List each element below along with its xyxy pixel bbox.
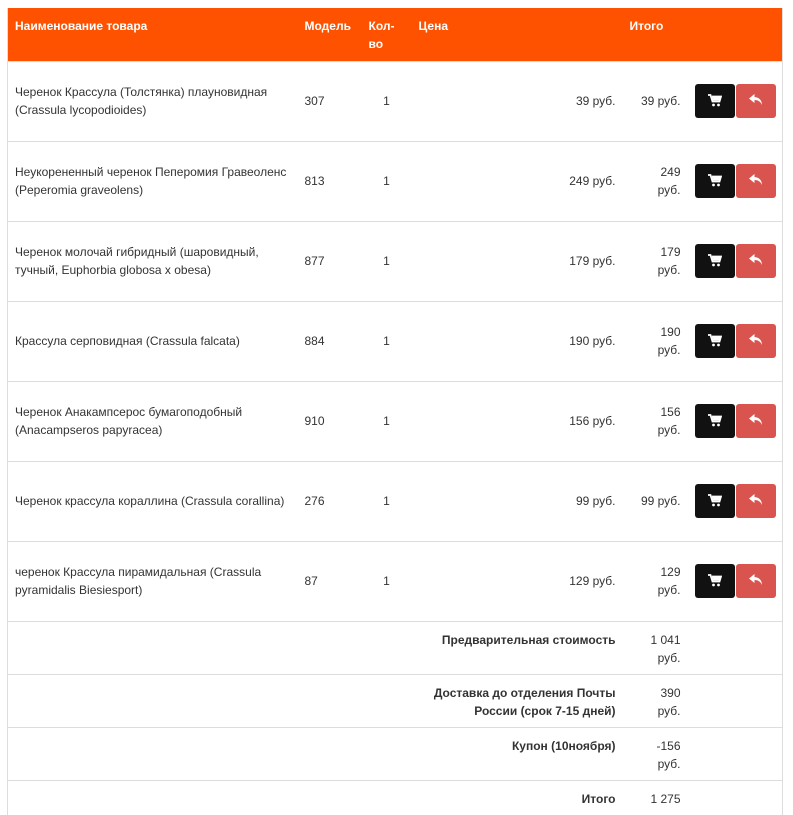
product-price: 99 руб. bbox=[412, 461, 623, 541]
add-to-cart-button[interactable] bbox=[695, 564, 735, 598]
shopping-cart-icon bbox=[708, 494, 722, 507]
product-total: 249 руб. bbox=[623, 141, 688, 221]
summary-value: 390 руб. bbox=[623, 674, 688, 727]
table-row bbox=[8, 221, 783, 301]
return-button[interactable] bbox=[736, 84, 776, 118]
summary-spacer bbox=[688, 621, 783, 674]
summary-spacer bbox=[688, 674, 783, 727]
reply-arrow-icon bbox=[749, 334, 763, 347]
summary-spacer bbox=[688, 780, 783, 815]
product-model: 307 bbox=[298, 61, 362, 141]
return-button[interactable] bbox=[736, 404, 776, 438]
table-header-row bbox=[8, 8, 783, 61]
add-to-cart-button[interactable] bbox=[695, 324, 735, 358]
table-row bbox=[8, 61, 783, 141]
product-quantity: 1 bbox=[362, 61, 412, 141]
product-quantity: 1 bbox=[362, 541, 412, 621]
column-header-total: Итого bbox=[623, 8, 688, 61]
return-button[interactable] bbox=[736, 164, 776, 198]
product-total: 39 руб. bbox=[623, 61, 688, 141]
row-actions bbox=[688, 61, 783, 141]
product-quantity: 1 bbox=[362, 141, 412, 221]
summary-row bbox=[8, 727, 783, 780]
row-actions bbox=[688, 301, 783, 381]
product-quantity: 1 bbox=[362, 301, 412, 381]
product-quantity: 1 bbox=[362, 461, 412, 541]
column-header-name: Наименование товара bbox=[8, 8, 298, 61]
row-actions bbox=[688, 381, 783, 461]
shopping-cart-icon bbox=[708, 94, 722, 107]
product-model: 910 bbox=[298, 381, 362, 461]
summary-value: 1 041 руб. bbox=[623, 621, 688, 674]
add-to-cart-button[interactable] bbox=[695, 164, 735, 198]
product-model: 877 bbox=[298, 221, 362, 301]
add-to-cart-button[interactable] bbox=[695, 404, 735, 438]
product-total: 99 руб. bbox=[623, 461, 688, 541]
product-price: 249 руб. bbox=[412, 141, 623, 221]
shopping-cart-icon bbox=[708, 334, 722, 347]
shopping-cart-icon bbox=[708, 574, 722, 587]
reply-arrow-icon bbox=[749, 414, 763, 427]
return-button[interactable] bbox=[736, 484, 776, 518]
add-to-cart-button[interactable] bbox=[695, 84, 735, 118]
return-button[interactable] bbox=[736, 564, 776, 598]
add-to-cart-button[interactable] bbox=[695, 484, 735, 518]
return-button[interactable] bbox=[736, 244, 776, 278]
product-name: Неукорененный черенок Пеперомия Гравеоленс (Peperomia graveolens) bbox=[8, 141, 298, 221]
order-items-table bbox=[7, 8, 783, 815]
product-model: 276 bbox=[298, 461, 362, 541]
reply-arrow-icon bbox=[749, 254, 763, 267]
summary-value: 1 275 bbox=[623, 780, 688, 815]
column-header-model: Модель bbox=[298, 8, 362, 61]
column-header-price: Цена bbox=[412, 8, 623, 61]
product-quantity: 1 bbox=[362, 221, 412, 301]
product-total: 190 руб. bbox=[623, 301, 688, 381]
row-actions bbox=[688, 141, 783, 221]
product-price: 129 руб. bbox=[412, 541, 623, 621]
product-model: 884 bbox=[298, 301, 362, 381]
column-header-actions bbox=[688, 8, 783, 61]
product-price: 179 руб. bbox=[412, 221, 623, 301]
product-name: Черенок Крассула (Толстянка) плауновидная (Crassula lycopodioides) bbox=[8, 61, 298, 141]
summary-row bbox=[8, 780, 783, 815]
shopping-cart-icon bbox=[708, 254, 722, 267]
product-total: 179 руб. bbox=[623, 221, 688, 301]
reply-arrow-icon bbox=[749, 494, 763, 507]
product-model: 813 bbox=[298, 141, 362, 221]
table-row bbox=[8, 461, 783, 541]
product-name: Крассула серповидная (Crassula falcata) bbox=[8, 301, 298, 381]
reply-arrow-icon bbox=[749, 94, 763, 107]
row-actions bbox=[688, 541, 783, 621]
cart-table-wrapper bbox=[7, 8, 782, 815]
table-row bbox=[8, 541, 783, 621]
summary-label: Купон (10ноября) bbox=[8, 727, 623, 780]
reply-arrow-icon bbox=[749, 574, 763, 587]
summary-label: Доставка до отделения Почты России (срок 7-15 дней) bbox=[8, 674, 623, 727]
summary-row bbox=[8, 621, 783, 674]
product-name: черенок Крассула пирамидальная (Crassula pyramidalis Biesiesport) bbox=[8, 541, 298, 621]
product-name: Черенок молочай гибридный (шаровидный, тучный, Euphorbia globosa x obesa) bbox=[8, 221, 298, 301]
product-quantity: 1 bbox=[362, 381, 412, 461]
product-name: Черенок крассула кораллина (Crassula corallina) bbox=[8, 461, 298, 541]
summary-row bbox=[8, 674, 783, 727]
shopping-cart-icon bbox=[708, 174, 722, 187]
row-actions bbox=[688, 221, 783, 301]
summary-label: Предварительная стоимость bbox=[8, 621, 623, 674]
product-price: 190 руб. bbox=[412, 301, 623, 381]
product-model: 87 bbox=[298, 541, 362, 621]
summary-label: Итого bbox=[8, 780, 623, 815]
row-actions bbox=[688, 461, 783, 541]
product-total: 156 руб. bbox=[623, 381, 688, 461]
summary-spacer bbox=[688, 727, 783, 780]
return-button[interactable] bbox=[736, 324, 776, 358]
table-row bbox=[8, 381, 783, 461]
product-name: Черенок Анакампсерос бумагоподобный (Anacampseros papyracea) bbox=[8, 381, 298, 461]
column-header-quantity: Кол- во bbox=[362, 8, 412, 61]
product-total: 129 руб. bbox=[623, 541, 688, 621]
table-row bbox=[8, 301, 783, 381]
product-price: 156 руб. bbox=[412, 381, 623, 461]
summary-value: -156 руб. bbox=[623, 727, 688, 780]
product-price: 39 руб. bbox=[412, 61, 623, 141]
shopping-cart-icon bbox=[708, 414, 722, 427]
table-row bbox=[8, 141, 783, 221]
add-to-cart-button[interactable] bbox=[695, 244, 735, 278]
reply-arrow-icon bbox=[749, 174, 763, 187]
